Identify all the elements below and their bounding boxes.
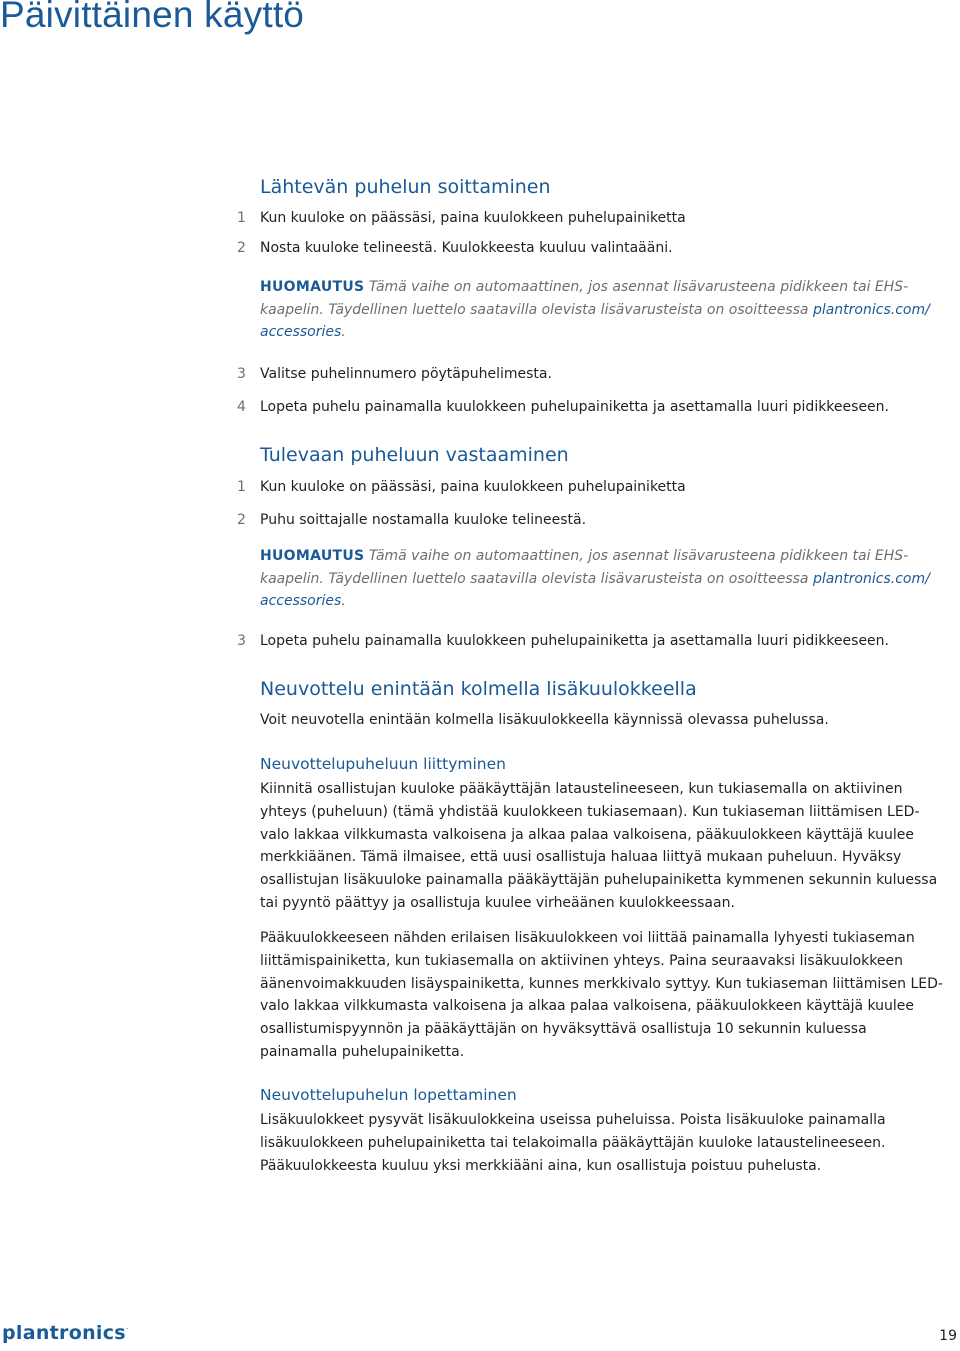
step-number: 3	[237, 633, 246, 649]
section-heading-incoming: Tulevaan puheluun vastaaminen	[260, 444, 569, 466]
join-paragraph-1: Kiinnitä osallistujan kuuloke pääkäyttäjän lataustelineeseen, kun tukiasemalla on aktiivinen yhteys (puheluun) (tämä yhdistää kuulokkeen tukiasemaan). Kun tukiaseman liittämisen LED-valo lakkaa vilkkumasta valkoisena ja alkaa palaa valkoisena, pääkuulokkeen käyttäjä kuulee merkkiäänen. Tämä ilmaisee, että uusi osallistuja haluaa liittyä mukaan puheluun. Hyväksy osallistujan lisäkuuloke painamalla pääkäyttäjän puhelupainiketta kymmenen sekunnin kuluessa tai pyyntö päättyy ja osallistuja kuulee virheäänen kuulokkeessaan.	[260, 781, 938, 911]
end-paragraph: Lisäkuulokkeet pysyvät lisäkuulokkeina useissa puheluissa. Poista lisäkuuloke painamalla lisäkuulokkeen puhelupainiketta tai telakoimalla pääkäyttäjän kuuloke lataustelineeseen. Pääkuulokkeesta kuuluu yksi merkkiääni aina, kun osallistuja poistuu puhelusta.	[260, 1112, 886, 1174]
note-label: HUOMAUTUS	[260, 548, 365, 564]
step-text: Lopeta puhelu painamalla kuulokkeen puhelupainiketta ja asettamalla luuri pidikkeeseen.	[260, 399, 889, 415]
step-number: 1	[237, 210, 246, 226]
step-item	[237, 363, 937, 385]
note-block	[260, 276, 940, 344]
step-item	[237, 237, 937, 259]
step-text: Kun kuuloke on päässäsi, paina kuulokkeen puhelupainiketta	[260, 479, 686, 495]
step-number: 2	[237, 240, 246, 256]
note-text: Tämä vaihe on automaattinen, jos asennat lisävarusteena pidikkeen tai EHS-kaapelin. Täydellinen luettelo saatavilla olevista lisävarusteista on osoitteessa	[260, 279, 909, 318]
conference-intro: Voit neuvotella enintään kolmella lisäkuulokkeella käynnissä olevassa puhelussa.	[260, 712, 829, 728]
accessories-link[interactable]: plantronics.com/ accessories	[260, 570, 930, 609]
logo-mark: .	[125, 1322, 129, 1331]
step-text: Valitse puhelinnumero pöytäpuhelimesta.	[260, 366, 552, 382]
step-text: Lopeta puhelu painamalla kuulokkeen puhelupainiketta ja asettamalla luuri pidikkeeseen.	[260, 633, 889, 649]
note-end: .	[341, 593, 346, 609]
accessories-link[interactable]: plantronics.com/ accessories	[260, 301, 930, 340]
join-paragraph-2: Pääkuulokkeeseen nähden erilaisen lisäkuulokkeen voi liittää painamalla lyhyesti tukiaseman liittämispainiketta, kun tukiasemalla on aktiivinen yhteys. Paina seuraavaksi lisäkuulokkeen äänenvoimakkuuden lisäyspainiketta, kunnes merkkivalo syttyy. Kun tukiaseman liittämisen LED-valo lakkaa vilkkumasta valkoisena ja alkaa palaa valkoisena, pääkuulokkeen käyttäjä kuulee osallistumispyynnön ja pääkäyttäjän on hyväksyttävä osallistuja 10 sekunnin kuluessa painamalla puhelupainiketta.	[260, 930, 943, 1060]
step-text: Kun kuuloke on päässäsi, paina kuulokkeen puhelupainiketta	[260, 210, 686, 226]
step-number: 1	[237, 479, 246, 495]
step-number: 2	[237, 512, 246, 528]
step-item	[237, 630, 937, 652]
section-heading-outgoing: Lähtevän puhelun soittaminen	[260, 176, 551, 198]
section-heading-conference: Neuvottelu enintään kolmella lisäkuulokkeella	[260, 678, 697, 700]
subsection-heading-end: Neuvottelupuhelun lopettaminen	[260, 1086, 517, 1104]
note-end: .	[341, 324, 346, 340]
step-text: Nosta kuuloke telineestä. Kuulokkeesta kuuluu valintaääni.	[260, 240, 673, 256]
step-item	[237, 207, 937, 229]
step-item	[237, 476, 937, 498]
note-block	[260, 545, 940, 613]
page-title: Päivittäinen käyttö	[0, 0, 305, 35]
note-text: Tämä vaihe on automaattinen, jos asennat lisävarusteena pidikkeen tai EHS-kaapelin. Täydellinen luettelo saatavilla olevista lisävarusteista on osoitteessa	[260, 548, 909, 587]
step-number: 3	[237, 366, 246, 382]
step-text: Puhu soittajalle nostamalla kuuloke telineestä.	[260, 512, 587, 528]
page-number: 19	[939, 1328, 957, 1344]
plantronics-logo	[2, 1322, 129, 1344]
logo-text: plantronics	[2, 1322, 126, 1344]
step-item	[237, 509, 937, 531]
subsection-heading-join: Neuvottelupuheluun liittyminen	[260, 755, 506, 773]
step-item	[237, 396, 937, 418]
note-label: HUOMAUTUS	[260, 279, 365, 295]
step-number: 4	[237, 399, 246, 415]
